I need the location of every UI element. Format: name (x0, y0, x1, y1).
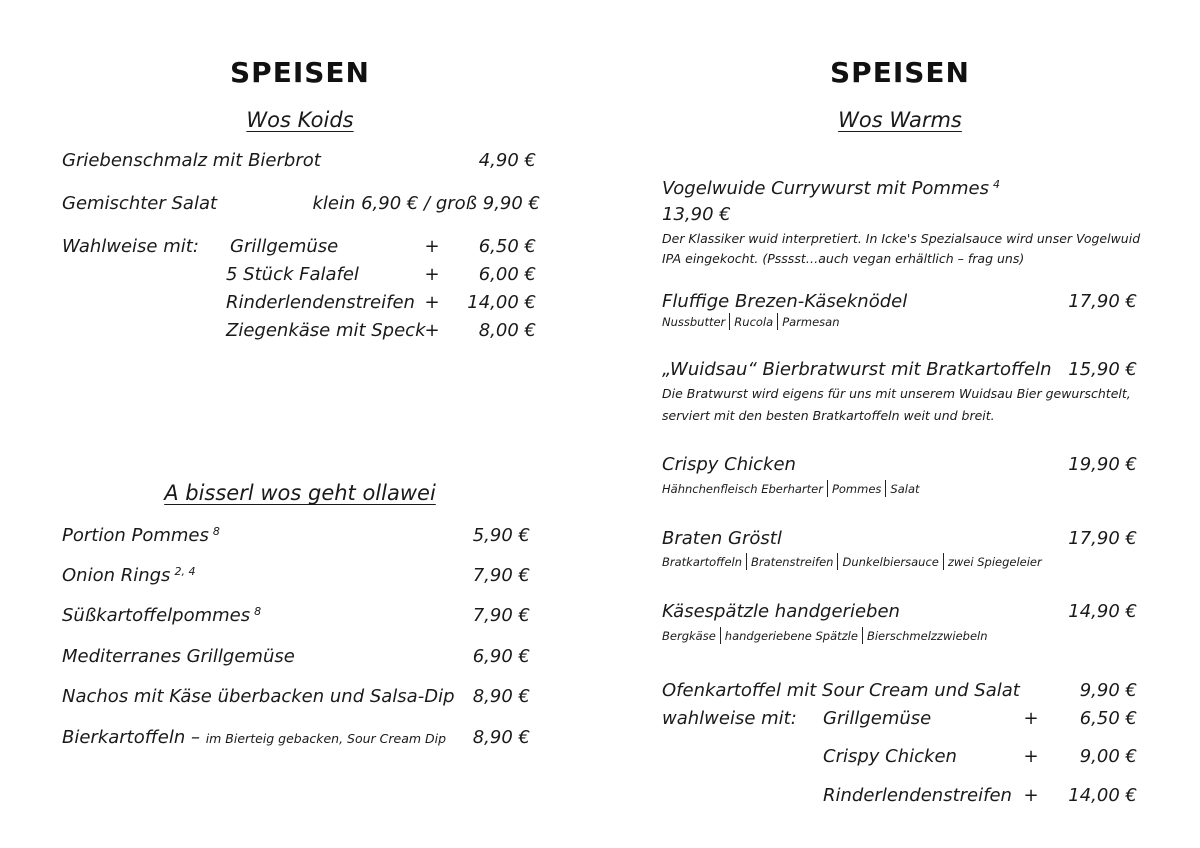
divider (943, 553, 944, 570)
menu-item-price: 9,90 € (1079, 680, 1137, 701)
choice-option-name: Rinderlendenstreifen (823, 785, 1012, 806)
menu-item-price: 17,90 € (1068, 291, 1137, 312)
menu-item (662, 178, 1000, 199)
menu-item-name: „Wuidsau“ Bierbratwurst mit Bratkartoffeln (662, 359, 1052, 380)
divider (837, 553, 838, 570)
menu-item-description: serviert mit den besten Bratkartoffeln weit und breit. (662, 408, 995, 423)
menu-item-price: 7,90 € (472, 605, 530, 626)
menu-item (62, 727, 446, 748)
divider (720, 627, 721, 644)
choice-option-price: 8,00 € (478, 320, 536, 341)
menu-item-price: 14,90 € (1068, 601, 1137, 622)
plus-sign: + (1023, 785, 1039, 806)
menu-item-name: Bierkartoffeln – (62, 727, 200, 748)
divider (885, 480, 886, 497)
side-item: handgeriebene Spätzle (724, 629, 858, 643)
side-item: zwei Spiegeleier (947, 555, 1042, 569)
choice-option-name: Grillgemüse (823, 708, 932, 729)
menu-item-name: Mediterranes Grillgemüse (62, 646, 295, 667)
choice-option-price: 6,00 € (478, 264, 536, 285)
menu-item-name: Süßkartoffelpommes (62, 605, 251, 626)
side-item: Bratkartoffeln (662, 555, 743, 569)
menu-item-price: 13,90 € (662, 204, 731, 225)
menu-item-name: Vogelwuide Currywurst mit Pommes (662, 178, 989, 199)
menu-item-sides (662, 313, 840, 330)
allergen-note: 4 (992, 178, 1000, 191)
side-item: Bergkäse (662, 629, 716, 643)
plus-sign: + (424, 236, 440, 257)
menu-item-sides (662, 627, 988, 644)
menu-item-sides (662, 480, 920, 497)
menu-item-price: 15,90 € (1068, 359, 1137, 380)
menu-item-name: Fluffige Brezen-Käseknödel (662, 291, 908, 312)
menu-item-description: Die Bratwurst wird eigens für uns mit unserem Wuidsau Bier gewurschtelt, (662, 386, 1131, 401)
allergen-note: 8 (212, 525, 220, 538)
plus-sign: + (1023, 708, 1039, 729)
allergen-note: 2, 4 (174, 565, 196, 578)
choice-option-name: Ziegenkäse mit Speck (226, 320, 426, 341)
menu-item-name: Braten Gröstl (662, 528, 782, 549)
choice-option-price: 9,00 € (1079, 746, 1137, 767)
choice-option-price: 6,50 € (478, 236, 536, 257)
divider (862, 627, 863, 644)
choice-label: Wahlweise mit: (62, 236, 199, 257)
section-title-wos-koids: Wos Koids (246, 108, 354, 132)
menu-item-name: Crispy Chicken (662, 454, 796, 475)
choice-option-price: 6,50 € (1079, 708, 1137, 729)
menu-item (62, 565, 195, 586)
plus-sign: + (424, 264, 440, 285)
menu-item-sides (662, 553, 1042, 570)
side-item: Pommes (831, 482, 882, 496)
menu-item-price: 19,90 € (1068, 454, 1137, 475)
divider (729, 313, 730, 330)
menu-item-price: 4,90 € (478, 150, 536, 171)
choice-option-name: Rinderlendenstreifen (226, 292, 415, 313)
side-item: Bratenstreifen (751, 555, 834, 569)
choice-option-price: 14,00 € (1068, 785, 1137, 806)
menu-item-price: 7,90 € (472, 565, 530, 586)
menu-item-price: 8,90 € (472, 686, 530, 707)
choice-label: wahlweise mit: (662, 708, 797, 729)
divider (777, 313, 778, 330)
choice-option-price: 14,00 € (467, 292, 536, 313)
choice-option-name: 5 Stück Falafel (226, 264, 359, 285)
menu-item-price: 6,90 € (472, 646, 530, 667)
menu-item-name: Griebenschmalz mit Bierbrot (62, 150, 321, 171)
left-page-heading: SPEISEN (230, 56, 370, 89)
menu-item-price: 5,90 € (472, 525, 530, 546)
menu-item-description: IPA eingekocht. (Psssst…auch vegan erhältlich – frag uns) (662, 251, 1025, 266)
menu-item-extra: im Bierteig gebacken, Sour Cream Dip (205, 731, 447, 746)
side-item: Salat (890, 482, 920, 496)
side-item: Rucola (734, 315, 774, 329)
side-item: Nussbutter (662, 315, 726, 329)
section-title-wos-warms: Wos Warms (838, 108, 962, 132)
menu-item-price: 17,90 € (1068, 528, 1137, 549)
side-item: Bierschmelzzwiebeln (866, 629, 988, 643)
menu-item-name: Onion Rings (62, 565, 171, 586)
side-item: Hähnchenfleisch Eberharter (662, 482, 823, 496)
plus-sign: + (1023, 746, 1039, 767)
right-page-heading: SPEISEN (830, 56, 970, 89)
menu-item-description: Der Klassiker wuid interpretiert. In Icke's Spezialsauce wird unser Vogelwuid (662, 231, 1141, 246)
allergen-note: 8 (254, 605, 262, 618)
menu-item (62, 525, 220, 546)
menu-item-price: klein 6,90 € / groß 9,90 € (312, 193, 540, 214)
side-item: Parmesan (782, 315, 840, 329)
menu-item-name: Gemischter Salat (62, 193, 218, 214)
divider (746, 553, 747, 570)
menu-item-name: Käsespätzle handgerieben (662, 601, 900, 622)
menu-item (62, 605, 261, 626)
choice-option-name: Grillgemüse (230, 236, 339, 257)
plus-sign: + (424, 292, 440, 313)
choice-option-name: Crispy Chicken (823, 746, 957, 767)
section-title-a-bisserl: A bisserl wos geht ollawei (164, 481, 436, 505)
side-item: Dunkelbiersauce (842, 555, 939, 569)
menu-item-price: 8,90 € (472, 727, 530, 748)
divider (827, 480, 828, 497)
plus-sign: + (424, 320, 440, 341)
menu-item-name: Portion Pommes (62, 525, 209, 546)
menu-item-name: Nachos mit Käse überbacken und Salsa-Dip (62, 686, 455, 707)
menu-item-name: Ofenkartoffel mit Sour Cream und Salat (662, 680, 1020, 701)
